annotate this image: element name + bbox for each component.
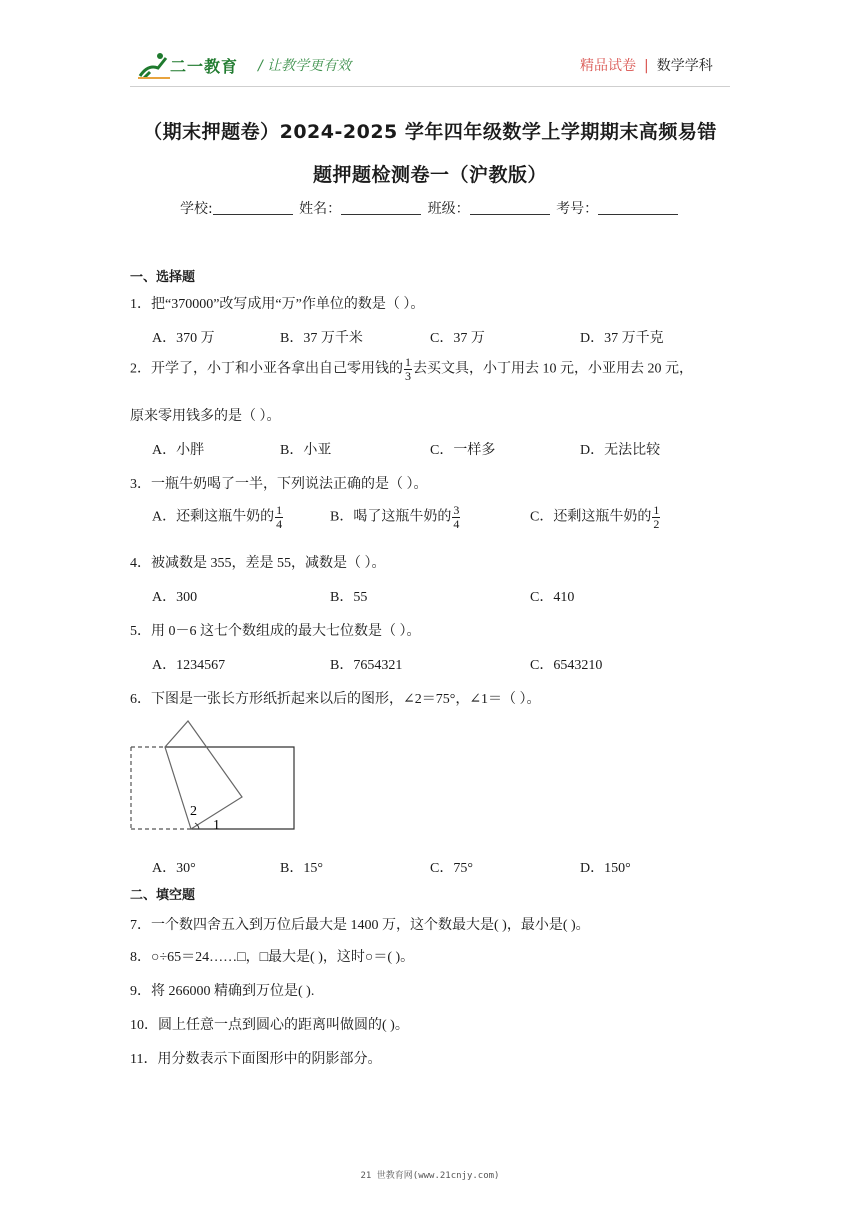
- q6-option-b[interactable]: B．15°: [280, 861, 323, 876]
- question-4: 4．被减数是 355，差是 55，减数是（ ）。: [130, 556, 386, 571]
- q3-b-den: 4: [453, 517, 460, 531]
- exam-no-blank[interactable]: [598, 200, 678, 215]
- page-title-line1: （期末押题卷）2024-2025 学年四年级数学上学期期末高频易错: [143, 121, 717, 143]
- brand-name: 二一教育: [170, 57, 239, 76]
- q5-option-c[interactable]: C．6543210: [530, 658, 603, 673]
- q4-option-b[interactable]: B．55: [330, 590, 368, 605]
- q2-option-b[interactable]: B．小亚: [280, 443, 332, 458]
- q2-frac-num: 1: [405, 355, 411, 369]
- header-right: [580, 55, 713, 75]
- question-1: 1．把“370000”改写成用“万”作单位的数是（ ）。: [130, 297, 425, 312]
- student-info-row: [180, 198, 680, 218]
- folded-flap: [165, 721, 242, 829]
- school-label: 学校:: [180, 201, 213, 217]
- q3-b-fraction: [452, 504, 460, 531]
- footer-source: 21 世教育网(www.21cnjy.com): [360, 1171, 500, 1181]
- question-9: 9．将 266000 精确到万位是( ).: [130, 984, 315, 999]
- q2-fraction: [404, 356, 412, 383]
- q4-option-c[interactable]: C．410: [530, 590, 575, 605]
- q3-option-b[interactable]: [330, 504, 461, 531]
- q3-a-den: 4: [276, 517, 283, 531]
- q1-option-a[interactable]: A．370 万: [152, 331, 215, 346]
- subject-label: 数学学科: [656, 58, 713, 74]
- q2-text-pre: 2．开学了，小丁和小亚各拿出自己零用钱的: [130, 361, 403, 377]
- slogan: / 让教学更有效: [258, 58, 352, 74]
- q2-option-c[interactable]: C．一样多: [430, 443, 496, 458]
- q3-b-num: 3: [453, 503, 460, 517]
- header-divider: [130, 86, 730, 87]
- q3-option-a[interactable]: [152, 504, 284, 531]
- q3-b-text: B．喝了这瓶牛奶的: [330, 509, 452, 525]
- question-5: 5．用 0－6 这七个数组成的最大七位数是（ ）。: [130, 624, 421, 639]
- q6-option-a[interactable]: A．30°: [152, 861, 196, 876]
- exam-no-label: 考号：: [556, 201, 599, 217]
- class-label: 班级：: [427, 201, 470, 217]
- school-blank[interactable]: [213, 200, 293, 215]
- page-title-line2: 题押题检测卷一（沪教版）: [312, 164, 547, 186]
- header-separator: |: [644, 58, 649, 74]
- q2-option-d[interactable]: D．无法比较: [580, 443, 661, 458]
- q1-option-b[interactable]: B．37 万千米: [280, 331, 363, 346]
- q3-c-num: 1: [653, 503, 660, 517]
- q3-option-c[interactable]: [530, 504, 661, 531]
- q2-text-post: 去买文具，小丁用去 10 元，小亚用去 20 元，: [413, 361, 693, 377]
- name-label: 姓名：: [299, 201, 342, 217]
- q5-option-a[interactable]: A．1234567: [152, 658, 226, 673]
- q3-c-text: C．还剩这瓶牛奶的: [530, 509, 652, 525]
- angle-2-label: 2: [190, 804, 197, 819]
- question-11: 11．用分数表示下面图形中的阴影部分。: [130, 1052, 382, 1067]
- q3-c-den: 2: [653, 517, 660, 531]
- q2-option-a[interactable]: A．小胖: [152, 443, 205, 458]
- rectangle-outline: [165, 747, 294, 829]
- q3-c-fraction: [652, 504, 660, 531]
- question-10: 10．圆上任意一点到圆心的距离叫做圆的( )。: [130, 1018, 409, 1033]
- q2-frac-den: 3: [405, 369, 411, 383]
- q6-option-c[interactable]: C．75°: [430, 861, 473, 876]
- name-blank[interactable]: [341, 200, 421, 215]
- q5-option-b[interactable]: B．7654321: [330, 658, 403, 673]
- question-2-line2: 原来零用钱多的是（ ）。: [130, 409, 281, 424]
- q1-option-d[interactable]: D．37 万千克: [580, 331, 664, 346]
- q4-option-a[interactable]: A．300: [152, 590, 198, 605]
- question-2: [130, 356, 693, 383]
- section-fill-heading: 二、填空题: [130, 888, 196, 903]
- question-8: 8．○÷65＝24……□，□最大是( )，这时○＝( )。: [130, 950, 415, 965]
- folded-paper-figure: [125, 715, 305, 835]
- section-choice-heading: 一、选择题: [130, 270, 196, 285]
- question-7: 7．一个数四舍五入到万位后最大是 1400 万，这个数最大是( )，最小是( )。: [130, 918, 590, 933]
- q6-option-d[interactable]: D．150°: [580, 861, 631, 876]
- angle-1-label: 1: [213, 818, 220, 833]
- class-blank[interactable]: [470, 200, 550, 215]
- q1-option-c[interactable]: C．37 万: [430, 331, 485, 346]
- premium-label: 精品试卷: [580, 58, 636, 74]
- question-3: 3．一瓶牛奶喝了一半，下列说法正确的是（ ）。: [130, 477, 428, 492]
- q3-a-num: 1: [276, 503, 283, 517]
- question-6: 6．下图是一张长方形纸折起来以后的图形，∠2＝75°，∠1＝（ ）。: [130, 692, 541, 707]
- q3-a-text: A．还剩这瓶牛奶的: [152, 509, 275, 525]
- q3-a-fraction: [275, 504, 283, 531]
